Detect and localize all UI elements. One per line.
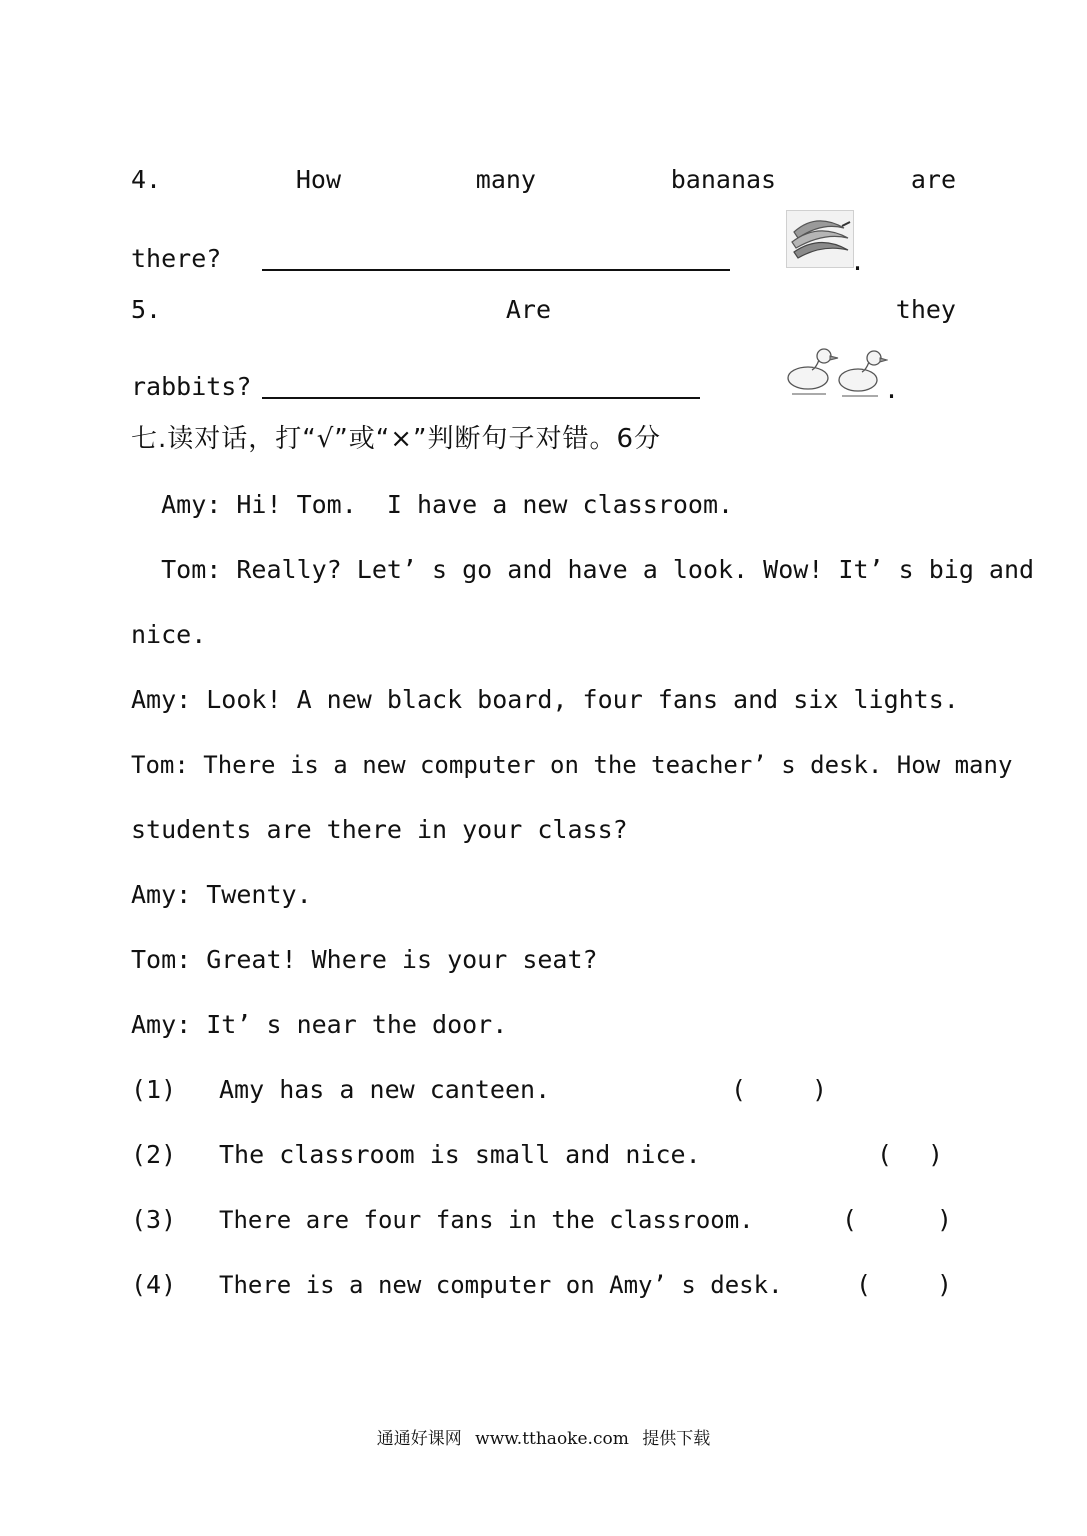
q5-number: 5. (131, 295, 162, 324)
open-bracket: ( (877, 1140, 893, 1169)
statement-number: (4) (131, 1270, 177, 1299)
close-bracket: ) (936, 1270, 952, 1299)
footer-url[interactable]: www.tthaoke.com (475, 1429, 629, 1449)
section-title: 七.读对话，打“√”或“×”判断句子对错。6分 (131, 424, 662, 454)
ducks-icon (786, 342, 888, 398)
dialogue-line: Tom: Really? Let’ s go and have a look. Wow! It’ s big and (131, 555, 1035, 584)
q4-word: many (475, 165, 536, 194)
bananas-icon (786, 210, 854, 268)
close-bracket: ) (927, 1140, 943, 1169)
q5-period: . (884, 375, 900, 404)
dialogue-line: nice. (131, 620, 207, 649)
statement-text: There are four fans in the classroom. (219, 1206, 754, 1234)
statement-text: There is a new computer on Amy’ s desk. (219, 1271, 783, 1299)
q4-word: are (910, 165, 956, 194)
q4-period: . (850, 247, 866, 276)
dialogue-line: Amy: Look! A new black board, four fans and six lights. (131, 685, 959, 714)
q4-number: 4. (131, 165, 162, 194)
footer-site-name: 通通好课网 (376, 1429, 462, 1449)
footer-note: 提供下载 (642, 1429, 711, 1449)
statement-text: The classroom is small and nice. (219, 1140, 701, 1169)
statement-number: (3) (131, 1205, 177, 1234)
statement-text: Amy has a new canteen. (219, 1075, 551, 1104)
dialogue-line: students are there in your class? (131, 815, 628, 844)
q4-answer-blank[interactable] (262, 269, 730, 271)
q5-word: Are (505, 295, 552, 324)
open-bracket: ( (856, 1270, 872, 1299)
answer-brackets[interactable] (731, 1075, 827, 1105)
page-footer (0, 1424, 1087, 1449)
statement-number: (2) (131, 1140, 177, 1169)
q4-word: bananas (670, 165, 777, 194)
answer-brackets[interactable] (856, 1270, 952, 1300)
statement-number: (1) (131, 1075, 177, 1104)
dialogue-line: Amy: Hi! Tom. I have a new classroom. (131, 490, 734, 519)
close-bracket: ) (811, 1075, 827, 1104)
open-bracket: ( (731, 1075, 747, 1104)
dialogue-line: Amy: Twenty. (131, 880, 312, 909)
dialogue-line: Tom: There is a new computer on the teacher’ s desk. How many (131, 751, 1013, 779)
q4-line-2: there? (131, 244, 222, 273)
q5-line-2: rabbits? (131, 372, 252, 401)
q5-answer-blank[interactable] (262, 397, 700, 399)
q4-line-1 (131, 165, 956, 195)
q5-word: they (895, 295, 956, 324)
close-bracket: ) (936, 1205, 952, 1234)
q5-line-1 (131, 295, 956, 325)
answer-brackets[interactable] (842, 1205, 952, 1235)
dialogue-line: Tom: Great! Where is your seat? (131, 945, 598, 974)
open-bracket: ( (842, 1205, 858, 1234)
answer-brackets[interactable] (877, 1140, 943, 1170)
q4-word: How (295, 165, 342, 194)
dialogue-line: Amy: It’ s near the door. (131, 1010, 508, 1039)
